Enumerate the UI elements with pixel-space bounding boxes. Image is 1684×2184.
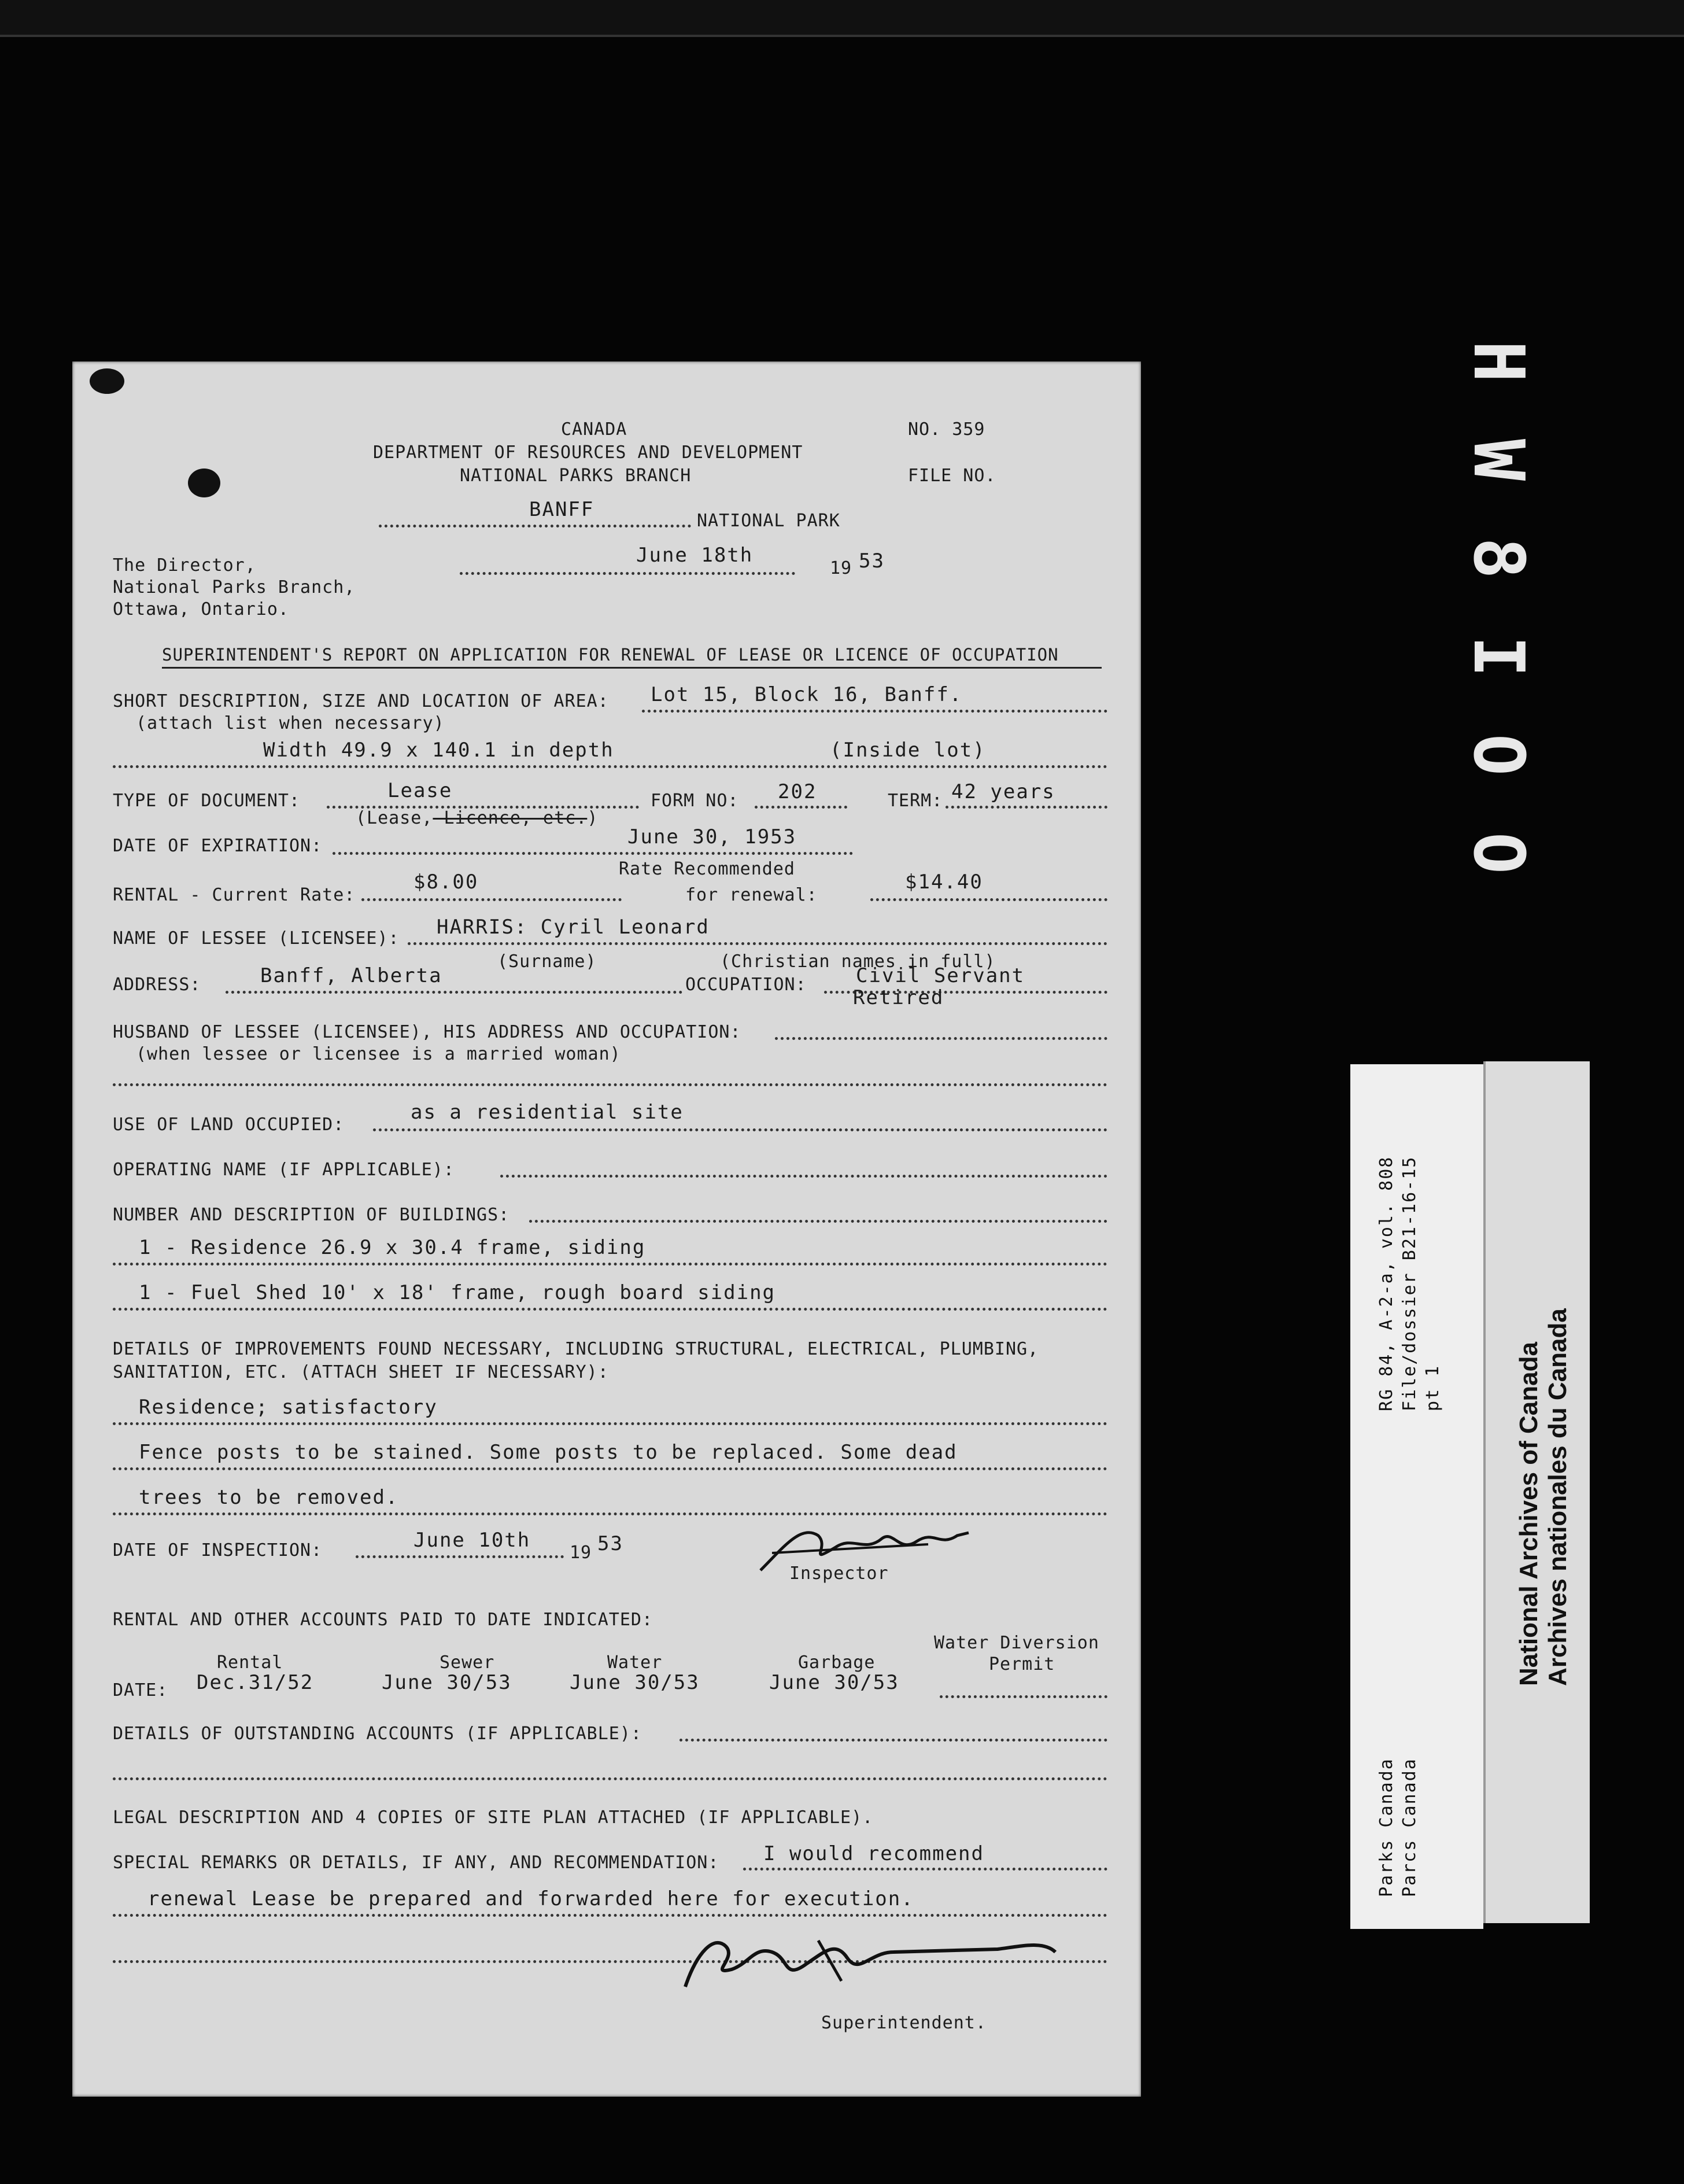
term-line bbox=[946, 806, 1107, 809]
building-2: 1 - Fuel Shed 10' x 18' frame, rough board siding bbox=[139, 1281, 776, 1304]
superintendent-signature bbox=[674, 1917, 1090, 2004]
expiration-line bbox=[333, 852, 853, 855]
sewer-col-header: Sewer bbox=[440, 1652, 495, 1673]
archive-reference-1: RG 84, A-2-a, vol. 808 bbox=[1376, 1156, 1397, 1411]
building-1-line bbox=[113, 1263, 1107, 1266]
form-number-label: FORM NO: bbox=[651, 791, 739, 811]
address-value: Banff, Alberta bbox=[260, 964, 442, 987]
report-title: SUPERINTENDENT'S REPORT ON APPLICATION FOR RENEWAL OF LEASE OR LICENCE OF OCCUPATION bbox=[162, 645, 1059, 665]
improvement-2-line bbox=[113, 1467, 1107, 1470]
inspection-date-label: DATE OF INSPECTION: bbox=[113, 1540, 323, 1560]
document-type-value: Lease bbox=[387, 779, 453, 802]
archives-name-english: National Archives of Canada bbox=[1515, 1342, 1543, 1686]
park-name-value: BANFF bbox=[529, 498, 594, 521]
buildings-label: NUMBER AND DESCRIPTION OF BUILDINGS: bbox=[113, 1205, 510, 1225]
accounts-label: RENTAL AND OTHER ACCOUNTS PAID TO DATE INDICATED: bbox=[113, 1610, 653, 1630]
renewal-rate-line bbox=[870, 898, 1107, 901]
outstanding-accounts-line bbox=[679, 1739, 1107, 1742]
short-description-label: SHORT DESCRIPTION, SIZE AND LOCATION OF AREA: bbox=[113, 691, 609, 711]
land-use-label: USE OF LAND OCCUPIED: bbox=[113, 1115, 345, 1135]
frame-id-char: I bbox=[1458, 635, 1538, 678]
report-date-line bbox=[460, 572, 795, 575]
header-department: DEPARTMENT OF RESOURCES AND DEVELOPMENT bbox=[373, 442, 803, 463]
outstanding-accounts-line-2 bbox=[113, 1777, 1107, 1780]
husband-line-2 bbox=[113, 1083, 1107, 1086]
improvement-2: Fence posts to be stained. Some posts to be replaced. Some dead bbox=[139, 1441, 958, 1464]
building-2-line bbox=[113, 1308, 1107, 1311]
rental-current-label: RENTAL - Current Rate: bbox=[113, 885, 356, 905]
file-number-label: FILE NO. bbox=[908, 466, 996, 486]
improvements-label: DETAILS OF IMPROVEMENTS FOUND NECESSARY, INCLUDING STRUCTURAL, ELECTRICAL, PLUMBING, bbox=[113, 1339, 1039, 1359]
husband-line bbox=[775, 1037, 1107, 1040]
header-branch: NATIONAL PARKS BRANCH bbox=[460, 466, 692, 486]
document-type-option-lease: (Lease, bbox=[356, 808, 433, 828]
husband-label: HUSBAND OF LESSEE (LICENSEE), HIS ADDRESS AND OCCUPATION: bbox=[113, 1022, 741, 1042]
improvement-1-line bbox=[113, 1422, 1107, 1425]
remarks-value: I would recommend bbox=[763, 1842, 984, 1865]
husband-note: (when lessee or licensee is a married woman) bbox=[136, 1044, 621, 1064]
agency-english: Parks Canada bbox=[1376, 1758, 1397, 1897]
frame-id-char: H bbox=[1458, 340, 1538, 383]
remarks-label: SPECIAL REMARKS OR DETAILS, IF ANY, AND RECOMMENDATION: bbox=[113, 1853, 719, 1873]
document-type-options bbox=[356, 808, 598, 828]
improvement-3: trees to be removed. bbox=[139, 1486, 399, 1509]
document-type-option-close: ) bbox=[587, 808, 599, 828]
size-line bbox=[113, 765, 1107, 768]
improvements-label-2: SANITATION, ETC. (ATTACH SHEET IF NECESSARY): bbox=[113, 1362, 609, 1382]
document-number: NO. 359 bbox=[908, 419, 985, 440]
garbage-paid-date: June 30/53 bbox=[769, 1671, 899, 1694]
header-country: CANADA bbox=[561, 419, 627, 440]
document-type-option-struck: -Licence, etc. bbox=[433, 808, 588, 828]
title-underline bbox=[162, 667, 1102, 669]
christian-names-note: (Christian names in full) bbox=[720, 951, 996, 972]
remarks-line bbox=[743, 1868, 1107, 1871]
form-number-line bbox=[755, 806, 847, 809]
occupation-value-secondary: Retired bbox=[853, 986, 944, 1009]
land-use-value: as a residential site bbox=[411, 1101, 684, 1124]
addressee-line2: National Parks Branch, bbox=[113, 577, 356, 597]
park-name-line bbox=[379, 525, 691, 527]
occupation-label: OCCUPATION: bbox=[685, 975, 807, 995]
rate-recommended-label: Rate Recommended bbox=[619, 859, 795, 879]
hole-punch-mark bbox=[188, 468, 220, 497]
frame-id-char: O bbox=[1458, 733, 1538, 776]
archives-name-french: Archives nationales du Canada bbox=[1543, 1308, 1572, 1686]
legal-description-label: LEGAL DESCRIPTION AND 4 COPIES OF SITE PLAN ATTACHED (IF APPLICABLE). bbox=[113, 1807, 874, 1828]
rental-current-line bbox=[361, 898, 622, 901]
surname-note: (Surname) bbox=[497, 951, 597, 972]
operating-name-line bbox=[500, 1175, 1107, 1178]
frame-id-char: 8 bbox=[1458, 537, 1538, 580]
size-note: (Inside lot) bbox=[830, 739, 986, 762]
land-use-line bbox=[373, 1128, 1107, 1131]
garbage-col-header: Garbage bbox=[798, 1652, 876, 1673]
water-paid-date: June 30/53 bbox=[570, 1671, 700, 1694]
term-value: 42 years bbox=[951, 780, 1055, 803]
archive-reference-2: File/dossier B21-16-15 bbox=[1399, 1156, 1420, 1411]
renewal-rate-value: $14.40 bbox=[905, 870, 983, 894]
water-diversion-col-2: Permit bbox=[989, 1654, 1055, 1674]
sewer-paid-date: June 30/53 bbox=[382, 1671, 512, 1694]
rental-paid-date: Dec.31/52 bbox=[197, 1671, 314, 1694]
buildings-line bbox=[529, 1220, 1107, 1223]
short-description-value: Lot 15, Block 16, Banff. bbox=[651, 683, 963, 706]
address-line bbox=[226, 991, 682, 994]
attach-note: (attach list when necessary) bbox=[136, 713, 445, 733]
report-date-value: June 18th bbox=[636, 544, 754, 567]
accounts-date-label: DATE: bbox=[113, 1680, 168, 1700]
report-date-century: 19 bbox=[830, 558, 852, 578]
film-top-edge bbox=[0, 0, 1684, 37]
improvement-1: Residence; satisfactory bbox=[139, 1396, 438, 1419]
agency-french: Parcs Canada bbox=[1399, 1758, 1420, 1897]
document-type-label: TYPE OF DOCUMENT: bbox=[113, 791, 301, 811]
addressee-line1: The Director, bbox=[113, 555, 256, 575]
occupation-value: Civil Servant bbox=[856, 964, 1025, 987]
park-suffix: NATIONAL PARK bbox=[697, 511, 840, 531]
inspection-date-line bbox=[356, 1555, 564, 1558]
inspection-century: 19 bbox=[570, 1543, 592, 1563]
form-number-value: 202 bbox=[778, 780, 817, 803]
lessee-name-line bbox=[408, 942, 1107, 945]
operating-name-label: OPERATING NAME (IF APPLICABLE): bbox=[113, 1160, 455, 1180]
ink-blot bbox=[90, 368, 124, 394]
frame-id-char: O bbox=[1458, 832, 1538, 875]
lessee-name-label: NAME OF LESSEE (LICENSEE): bbox=[113, 928, 400, 949]
inspection-year: 53 bbox=[597, 1532, 623, 1555]
frame-id-char: W bbox=[1458, 438, 1538, 481]
short-description-line bbox=[642, 710, 1107, 713]
inspection-date-value: June 10th bbox=[413, 1529, 531, 1552]
water-col-header: Water bbox=[607, 1652, 663, 1673]
lessee-name-value: HARRIS: Cyril Leonard bbox=[437, 916, 710, 939]
lease-report-form bbox=[72, 361, 1141, 2097]
expiration-label: DATE OF EXPIRATION: bbox=[113, 836, 323, 856]
size-value: Width 49.9 x 140.1 in depth bbox=[263, 739, 614, 762]
rental-col-header: Rental bbox=[217, 1652, 283, 1673]
remarks-value-2: renewal Lease be prepared and forwarded here for execution. bbox=[147, 1887, 914, 1910]
remarks-line-2 bbox=[113, 1914, 1107, 1917]
archive-reference-card bbox=[1350, 1064, 1483, 1929]
water-diversion-line bbox=[940, 1695, 1107, 1698]
report-date-year: 53 bbox=[859, 549, 885, 573]
archive-reference-3: pt 1 bbox=[1423, 1364, 1443, 1411]
inspector-label: Inspector bbox=[789, 1563, 889, 1584]
rental-current-value: $8.00 bbox=[413, 870, 479, 894]
superintendent-label: Superintendent. bbox=[821, 2013, 987, 2033]
expiration-value: June 30, 1953 bbox=[627, 825, 797, 848]
renewal-rate-label: for renewal: bbox=[685, 885, 818, 905]
building-1: 1 - Residence 26.9 x 30.4 frame, siding bbox=[139, 1236, 646, 1259]
term-label: TERM: bbox=[888, 791, 943, 811]
outstanding-accounts-label: DETAILS OF OUTSTANDING ACCOUNTS (IF APPLICABLE): bbox=[113, 1724, 642, 1744]
frame-id-stamp bbox=[1452, 312, 1538, 891]
archives-logo-card bbox=[1483, 1061, 1590, 1923]
water-diversion-col: Water Diversion bbox=[934, 1633, 1099, 1653]
address-label: ADDRESS: bbox=[113, 975, 201, 995]
addressee-line3: Ottawa, Ontario. bbox=[113, 599, 289, 619]
